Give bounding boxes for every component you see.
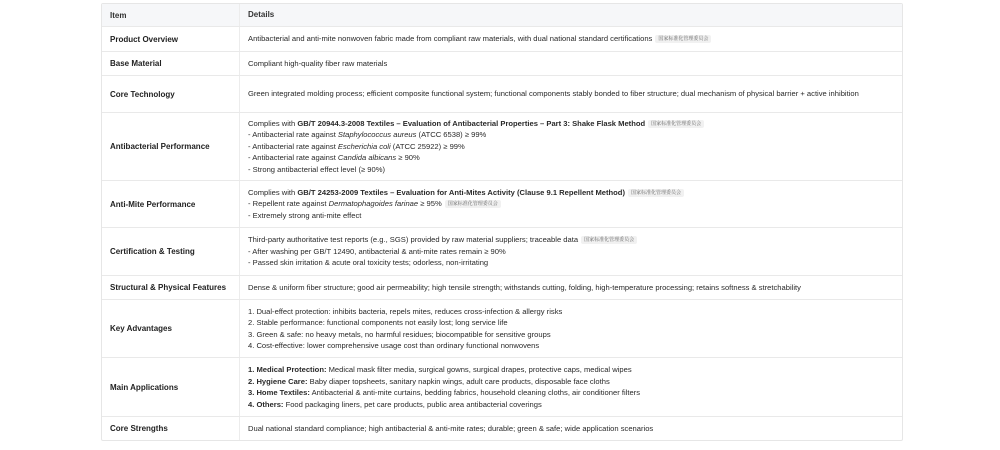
row-label: Antibacterial Performance (102, 113, 240, 180)
row-details: Compliant high-quality fiber raw materials (248, 58, 388, 68)
table-row (102, 112, 902, 180)
standard-source-tag: 国家标准化管理委员会 (628, 189, 684, 197)
table-row (102, 299, 902, 357)
table-row (102, 227, 902, 275)
row-details: Dense & uniform fiber structure; good air permeability; high tensile strength; withstands cutting, folding, high-temperature processing; retains softness & stretchability (248, 282, 801, 292)
row-details: Antibacterial and anti-mite nonwoven fabric made from compliant raw materials, with dual national standard certifications 国家标准化管理委员会 (240, 27, 902, 51)
row-details: Complies with GB/T 24253-2009 Textiles – Evaluation for Anti-Mites Activity (Clause 9.1 Repellent Method) 国家标准化管理委员会 - Repellent rate against Dermatophagoides farinae ≥ 95% 国家标准化管理委员会 - Extremely strong anti-mite effect (240, 181, 902, 227)
row-details: Third-party authoritative test reports (e.g., SGS) provided by raw material suppliers; traceable data 国家标准化管理委员会 - After washing per GB/T 12490, antibacterial & anti-mite rates remain ≥ 90% - Passed skin irritation & acute oral toxicity tests; odorless, non-irritating (240, 228, 902, 275)
header-item: Item (102, 4, 240, 26)
row-label: Key Advantages (102, 300, 240, 357)
table-row (102, 51, 902, 75)
row-label: Base Material (102, 52, 240, 75)
row-label: Anti-Mite Performance (102, 181, 240, 227)
row-details: 1. Dual-effect protection: inhibits bacteria, repels mites, reduces cross-infection & allergy risks 2. Stable performance: functional components not easily lost; long service life 3. Green & safe: no heavy metals, no harmful residues; biocompatible for sensitive groups 4. Cost-effective: lower comprehensive usage cost than ordinary functional nonwovens (248, 306, 563, 350)
row-label: Core Strengths (102, 417, 240, 440)
row-label: Main Applications (102, 358, 240, 416)
standard-source-tag: 国家标准化管理委员会 (581, 236, 637, 244)
standard-source-tag: 国家标准化管理委员会 (648, 120, 704, 128)
row-details: 1. Medical Protection: Medical mask filter media, surgical gowns, surgical drapes, protective caps, medical wipes 2. Hygiene Care: Baby diaper topsheets, sanitary napkin wings, adult care products, disposable face cloths 3. Home Textiles: Antibacterial & anti-mite curtains, bedding fabrics, household cleaning cloths, air conditioner filters 4. Others: Food packaging liners, pet care products, public area antibacterial coverings (248, 365, 640, 409)
standard-source-tag: 国家标准化管理委员会 (445, 200, 501, 208)
standard-source-tag: 国家标准化管理委员会 (655, 35, 711, 43)
row-label: Core Technology (102, 76, 240, 112)
table-row (102, 416, 902, 440)
table-row (102, 275, 902, 299)
table-row (102, 180, 902, 227)
row-details: Complies with GB/T 20944.3-2008 Textiles – Evaluation of Antibacterial Properties – Part 3: Shake Flask Method 国家标准化管理委员会 - Antibacterial rate against Staphylococcus aureus (ATCC 6538) ≥ 99% - Antibacterial rate against Escherichia coli (ATCC 25922) ≥ 99% - Antibacterial rate against Candida albicans ≥ 90% - Strong antibacterial effect level (≥ 90%) (240, 113, 902, 180)
table-header-row (102, 4, 902, 26)
table-row (102, 75, 902, 112)
table-row (102, 26, 902, 51)
header-details: Details (248, 10, 275, 20)
row-details: Green integrated molding process; efficient composite functional system; functional components stably bonded to fiber structure; dual mechanism of physical barrier + active inhibition (248, 89, 859, 99)
row-details: Dual national standard compliance; high antibacterial & anti-mite rates; durable; green & safe; wide application scenarios (248, 423, 654, 433)
row-label: Product Overview (102, 27, 240, 51)
row-label: Certification & Testing (102, 228, 240, 275)
table-row (102, 357, 902, 416)
spec-table (101, 3, 903, 441)
row-label: Structural & Physical Features (102, 276, 240, 299)
